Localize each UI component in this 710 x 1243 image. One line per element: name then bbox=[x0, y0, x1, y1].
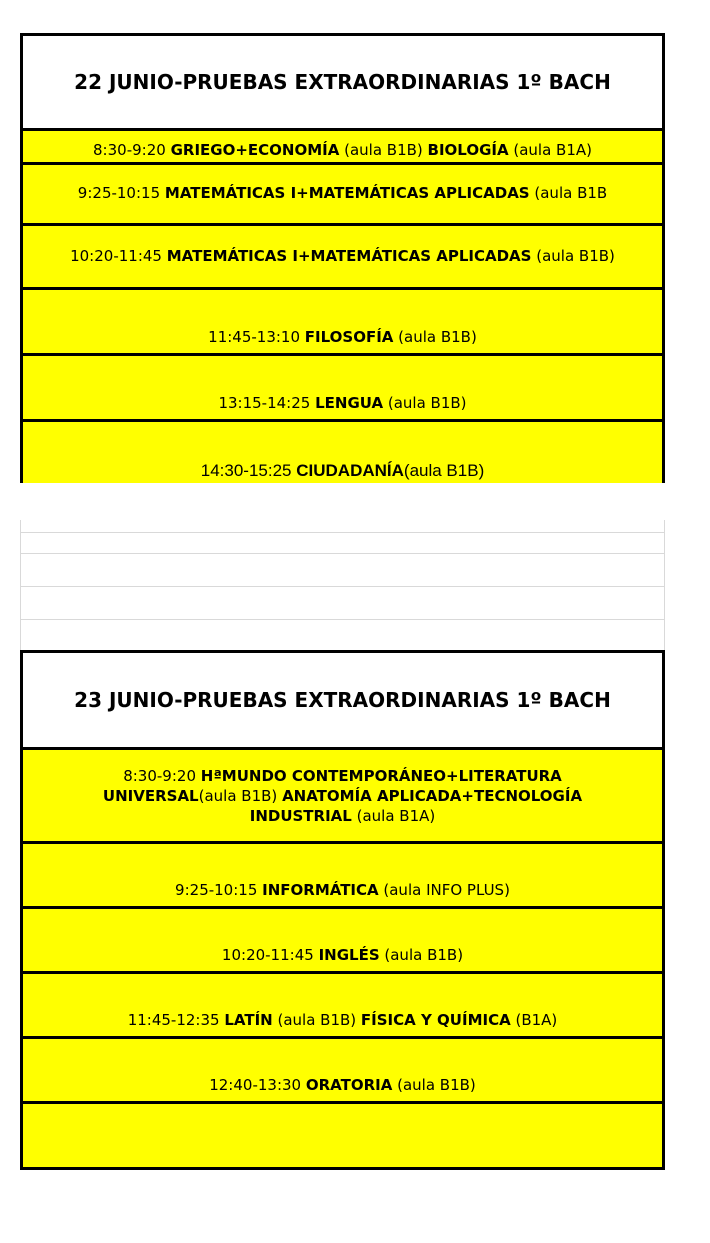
row-subject: INFORMÁTICA bbox=[262, 881, 379, 899]
row-subject: HªMUNDO CONTEMPORÁNEO+LITERATURA UNIVERSAL bbox=[102, 766, 562, 805]
row-time: 13:15-14:25 bbox=[218, 394, 316, 412]
row-subject: ORATORIA bbox=[305, 1076, 393, 1094]
schedule-row bbox=[23, 165, 662, 226]
row-subject: GRIEGO+ECONOMÍA bbox=[170, 141, 340, 159]
row-subject: MATEMÁTICAS I+MATEMÁTICAS APLICADAS bbox=[164, 184, 530, 202]
row-time: 8:30-9:20 bbox=[123, 766, 201, 785]
row-time: 11:45-13:10 bbox=[208, 328, 305, 346]
row-subject: LENGUA bbox=[315, 394, 384, 412]
schedule-day-23 bbox=[20, 650, 665, 1170]
grid-line bbox=[20, 553, 665, 554]
row-time: 8:30-9:20 bbox=[93, 141, 171, 159]
row-time: 14:30-15:25 bbox=[200, 461, 297, 480]
row-time: 10:20-11:45 bbox=[221, 946, 319, 964]
row-room: (aula B1A) bbox=[508, 141, 592, 159]
schedule-row bbox=[23, 422, 662, 483]
row-subject: FILOSOFÍA bbox=[304, 328, 394, 346]
row-room: (aula B1B bbox=[529, 184, 608, 202]
row-subject: FÍSICA Y QUÍMICA bbox=[360, 1011, 511, 1029]
grid-line bbox=[20, 520, 21, 650]
row-room: (aula INFO PLUS) bbox=[378, 881, 510, 899]
schedule-row bbox=[23, 356, 662, 422]
row-subject: CIUDADANÍA bbox=[296, 461, 404, 480]
row-room: (aula B1B) bbox=[403, 461, 485, 480]
day-title: 22 JUNIO-PRUEBAS EXTRAORDINARIAS 1º BACH bbox=[23, 33, 662, 131]
row-room: (B1A) bbox=[510, 1011, 558, 1029]
grid-line bbox=[20, 532, 665, 533]
row-time: 9:25-10:15 bbox=[175, 881, 263, 899]
empty-grid-rows bbox=[20, 520, 665, 650]
schedule-row bbox=[23, 974, 662, 1039]
schedule-row bbox=[23, 844, 662, 909]
schedule-row bbox=[23, 750, 662, 844]
grid-line bbox=[20, 586, 665, 587]
row-room: (aula B1B) bbox=[379, 946, 464, 964]
row-time: 10:20-11:45 bbox=[70, 246, 167, 265]
schedule-row bbox=[23, 226, 662, 290]
row-room: (aula B1B) bbox=[272, 1011, 361, 1029]
schedule-row bbox=[23, 290, 662, 356]
grid-line bbox=[664, 520, 665, 650]
schedule-row bbox=[23, 1039, 662, 1104]
row-room: (aula B1B) bbox=[392, 1076, 476, 1094]
row-subject: LATÍN bbox=[224, 1011, 273, 1029]
row-room: (aula B1B) bbox=[339, 141, 428, 159]
row-room: (aula B1A) bbox=[351, 806, 436, 825]
row-subject: ANATOMÍA APLICADA+TECNOLOGÍA INDUSTRIAL bbox=[249, 786, 583, 825]
row-room: (aula B1B) bbox=[393, 328, 477, 346]
schedule-row bbox=[23, 909, 662, 974]
row-room: (aula B1B) bbox=[198, 786, 283, 805]
row-time: 11:45-12:35 bbox=[127, 1011, 225, 1029]
schedule-row-empty bbox=[23, 1104, 662, 1170]
row-subject: MATEMÁTICAS I+MATEMÁTICAS APLICADAS bbox=[166, 246, 532, 265]
grid-line bbox=[20, 619, 665, 620]
row-subject: INGLÉS bbox=[318, 946, 380, 964]
row-time: 12:40-13:30 bbox=[209, 1076, 306, 1094]
row-room: (aula B1B) bbox=[383, 394, 467, 412]
schedule-day-22 bbox=[20, 33, 665, 483]
row-room: (aula B1B) bbox=[531, 246, 615, 265]
schedule-row bbox=[23, 131, 662, 165]
row-subject: BIOLOGÍA bbox=[427, 141, 509, 159]
day-title: 23 JUNIO-PRUEBAS EXTRAORDINARIAS 1º BACH bbox=[23, 650, 662, 750]
row-time: 9:25-10:15 bbox=[77, 184, 165, 202]
